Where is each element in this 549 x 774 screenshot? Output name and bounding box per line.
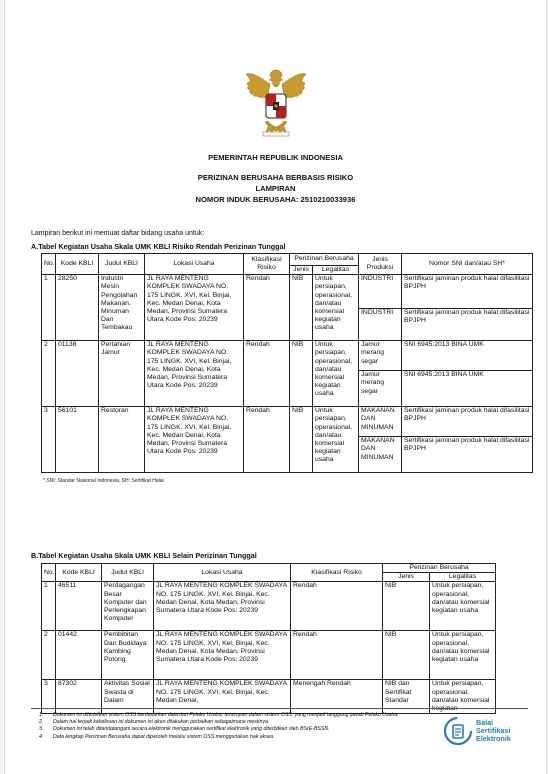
- cell-legalitas: Untuk persiapan, operasional, dan/atau komersial kegiatan: [430, 680, 496, 714]
- cell-klasifikasi: Rendah: [291, 631, 383, 680]
- cell-legalitas: Untuk persiapan, operasional, dan/atau komersial kegiatan usaha: [313, 341, 359, 407]
- cell-no: 2: [42, 341, 56, 407]
- produksi-item: INDUSTRI: [361, 275, 394, 283]
- cell-no: 1: [42, 582, 56, 631]
- produksi-item: Jamur merang segar: [361, 341, 385, 365]
- cell-lokasi: JL RAYA MENTENG KOMPLEK SWADAYA NO. 175 LINGK. XVI, Kel. Binjai, Kec. Medan Denai, Kota Medan, Provinsi Sumatera Utara Kode Pos: 20239: [145, 341, 244, 407]
- cell-legalitas: Untuk persiapan, operasional, dan/atau komersial kegiatan usaha: [430, 582, 496, 631]
- col-kode: Kode KBLI: [56, 564, 102, 582]
- col-perizinan: Perizinan Berusaha: [290, 254, 359, 266]
- cell-kode: 28250: [56, 275, 99, 341]
- cell-klasifikasi: Menengah Rendah: [291, 680, 383, 714]
- table-a: [41, 253, 533, 473]
- cell-judul: Pembibitan Dan Budidaya Kambing Potong: [102, 631, 154, 680]
- header-lampiran: LAMPIRAN: [255, 184, 296, 193]
- produksi-item: MAKANAN DAN MINUMAN: [359, 436, 401, 462]
- table-row: [42, 582, 496, 631]
- cell-no: 3: [42, 407, 56, 473]
- table-row: [42, 275, 533, 341]
- bsre-line2: Sertifikasi: [476, 726, 511, 735]
- produksi-item: Jamur merang segar: [359, 370, 401, 396]
- cell-no: 1: [42, 275, 56, 341]
- sni-item: SNI 6945:2013 BINA UMK: [402, 370, 532, 379]
- cell-lokasi: JL RAYA MENTENG KOMPLEK SWADAYA NO. 175 LINGK. XVI, Kel. Binjai, Kec. Medan Denai, Kota Medan, Provinsi Sumatera Utara Kode Pos: 20239: [145, 407, 244, 473]
- col-lokasi: Lokasi Usaha: [154, 564, 291, 582]
- cell-no: 3: [42, 680, 56, 714]
- header-government: PEMERINTAH REPUBLIK INDONESIA: [208, 153, 343, 162]
- cell-sni: [402, 407, 533, 473]
- cell-judul: Restoran: [99, 407, 145, 473]
- col-kode: Kode KBLI: [56, 254, 99, 275]
- document-page: [4, 0, 547, 774]
- bsre-logo-icon: [443, 716, 473, 746]
- section-b-title: B.Tabel Kegiatan Usaha Skala UMK KBLI Selain Perizinan Tunggal: [31, 551, 257, 560]
- bsre-logo: [443, 716, 511, 746]
- col-no: No.: [42, 564, 56, 582]
- cell-sni: [402, 275, 533, 341]
- cell-klasifikasi: Rendah: [244, 407, 290, 473]
- col-sni: Nomor SNI dan/atau SH*: [402, 254, 533, 275]
- col-jenis: Jenis: [290, 266, 313, 275]
- col-klasifikasi: Klasifikasi Risiko: [291, 564, 383, 582]
- cell-kode: 56101: [56, 407, 99, 473]
- cell-produksi: [359, 407, 402, 473]
- note-item: 4. Data lengkap Perizinan Berusaha dapat diperoleh melalui sistem OSS menggunakan hak akses.: [39, 733, 275, 740]
- footer-divider: [31, 708, 528, 709]
- col-klasifikasi: Klasifikasi Risiko: [244, 254, 290, 275]
- produksi-item: INDUSTRI: [359, 308, 401, 317]
- table-row: [42, 341, 533, 407]
- sni-item: Sertifikasi jaminan produk halal difasilitasi BPJPH: [404, 275, 530, 291]
- header-nib: NOMOR INDUK BERUSAHA: 2510210033936: [195, 195, 356, 204]
- table-b: [41, 563, 496, 714]
- cell-judul: Perdagangan Besar Komputer dan Perlengkapan Komputer: [102, 582, 154, 631]
- table-a-footnote: * SNI: Standar Nasional Indonesia, SH: Sertifikat Halal: [43, 478, 164, 484]
- cell-klasifikasi: Rendah: [244, 341, 290, 407]
- sni-item: Sertifikasi jaminan produk halal difasilitasi BPJPH: [402, 308, 532, 325]
- cell-sni: [402, 341, 533, 407]
- cell-legalitas: Untuk persiapan, operasional, dan/atau komersial kegiatan usaha: [430, 631, 496, 680]
- cell-jenis: NIB: [290, 275, 313, 341]
- cell-legalitas: Untuk persiapan, operasional, dan/atau komersial kegiatan usaha: [313, 275, 359, 341]
- col-judul: Judul KBLI: [102, 564, 154, 582]
- note-item: 2. Dalam hal terjadi kekeliruan isi dokumen ini akan dilakukan perbaikan sebagaimana mestinya.: [39, 719, 270, 726]
- cell-kode: 87302: [56, 680, 102, 714]
- cell-no: 2: [42, 631, 56, 680]
- table-row: [42, 631, 496, 680]
- col-legalitas: Legalitas: [313, 266, 359, 275]
- section-a-title: A.Tabel Kegiatan Usaha Skala UMK KBLI Risiko Rendah Perizinan Tunggal: [31, 242, 286, 251]
- col-jenis-produksi: Jenis Produksi: [359, 254, 402, 275]
- sni-item: SNI 6945:2013 BINA UMK: [404, 341, 484, 349]
- cell-jenis: NIB: [290, 407, 313, 473]
- cell-kode: 01136: [56, 341, 99, 407]
- col-perizinan: Perizinan Berusaha: [383, 564, 496, 573]
- cell-lokasi: JL RAYA MENTENG KOMPLEK SWADAYA NO. 175 LINGK. XVI, Kel. Binjai, Kec. Medan Denai, Kota Medan, Provinsi Sumatera Utara Kode Pos: 20239: [145, 275, 244, 341]
- sni-item: Sertifikasi jaminan produk halal difasilitasi BPJPH: [402, 436, 532, 453]
- cell-judul: Pertanian Jamur: [99, 341, 145, 407]
- sni-item: Sertifikasi jaminan produk halal difasilitasi BPJPH: [404, 407, 530, 423]
- col-jenis: Jenis: [383, 573, 430, 582]
- garuda-emblem-icon: [243, 66, 309, 138]
- bsre-line3: Elektronik: [476, 734, 511, 743]
- col-no: No.: [42, 254, 56, 275]
- header-title: PERIZINAN BERUSAHA BERBASIS RISIKO: [197, 173, 354, 182]
- cell-jenis: NIB: [383, 631, 430, 680]
- cell-produksi: [359, 275, 402, 341]
- cell-jenis: NIB dan Sertifikat Standar: [383, 680, 430, 714]
- col-legalitas: Legalitas: [430, 573, 496, 582]
- note-item: 3. Dokumen ini telah ditandatangani secara elektronik menggunakan sertifikat elektronik yang diterbitkan oleh BSrE-BSSN.: [39, 726, 330, 733]
- produksi-item: MAKANAN DAN MINUMAN: [361, 407, 395, 431]
- cell-produksi: [359, 341, 402, 407]
- col-judul: Judul KBLI: [99, 254, 145, 275]
- cell-judul: Industri Mesin Pengolahan Makanan, Minuman Dan Tembakau: [99, 275, 145, 341]
- cell-judul: Aktivitas Sosial Swasta di Dalam: [102, 680, 154, 714]
- cell-kode: 46511: [56, 582, 102, 631]
- note-item: 1. Dokumen ini diterbitkan sistem OSS berdasarkan data dari Pelaku Usaha, tersimpan dalam sistem OSS, yang menjadi tanggung jawab Pelaku Usaha.: [39, 712, 399, 718]
- bsre-line1: Balai: [476, 718, 494, 727]
- table-row: [42, 407, 533, 473]
- cell-kode: 01442: [56, 631, 102, 680]
- cell-lokasi: JL RAYA MENTENG KOMPLEK SWADAYA NO. 175 LINGK. XVI, Kel. Binjai, Kec. Medan Denai,: [154, 680, 291, 714]
- col-lokasi: Lokasi Usaha: [145, 254, 244, 275]
- footer-notes: [39, 712, 409, 741]
- cell-klasifikasi: Rendah: [244, 275, 290, 341]
- cell-lokasi: JL RAYA MENTENG KOMPLEK SWADAYA NO. 175 LINGK. XVI, Kel. Binjai, Kec. Medan Denai, Kota Medan, Provinsi Sumatera Utara Kode Pos: 20239: [154, 631, 291, 680]
- cell-jenis: NIB: [290, 341, 313, 407]
- cell-jenis: NIB: [383, 582, 430, 631]
- cell-lokasi: JL RAYA MENTENG KOMPLEK SWADAYA NO. 175 LINGK. XVI, Kel. Binjai, Kec. Medan Denai, Kota Medan, Provinsi Sumatera Utara Kode Pos: 20239: [154, 582, 291, 631]
- cell-legalitas: Untuk persiapan, operasional, dan/atau komersial kegiatan usaha: [313, 407, 359, 473]
- cell-klasifikasi: Rendah: [291, 582, 383, 631]
- intro-text: Lampiran berikut ini memuat daftar bidang usaha untuk:: [31, 230, 205, 237]
